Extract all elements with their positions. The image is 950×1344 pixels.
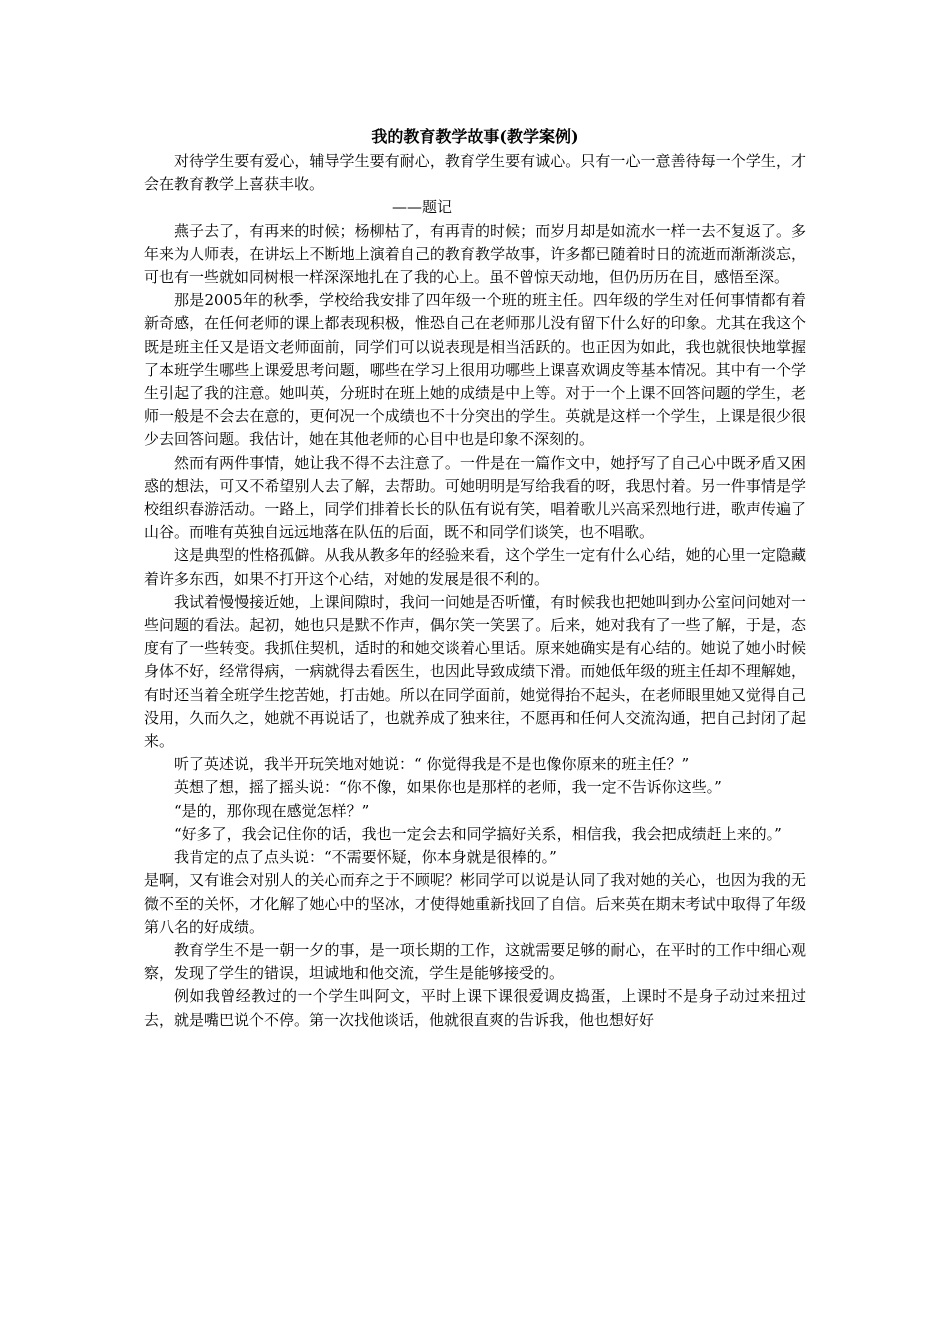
- paragraph: “好多了，我会记住你的话，我也一定会去和同学搞好关系，相信我，我会把成绩赶上来的。”: [174, 824, 782, 843]
- paragraph: 燕子去了，有再来的时候；杨柳枯了，有再青的时候；而岁月却是如流水一样一去不复返了。多年来为人师表，在讲坛上不断地上演着自己的教育教学故事，许多都已随着时日的流逝而渐渐淡忘，可也有一些就如同树根一样深深地扎在了我的心上。虽不曾惊天动地，但仍历历在目，感悟至深。: [144, 221, 806, 287]
- paragraph: 听了英述说，我半开玩笑地对她说：“ 你觉得我是不是也像你原来的班主任？”: [174, 755, 690, 774]
- paragraph: 这是典型的性格孤僻。从我从教多年的经验来看，这个学生一定有什么心结，她的心里一定隐藏着许多东西，如果不打开这个心结，对她的发展是很不利的。: [144, 546, 806, 588]
- paragraph: 我肯定的点了点头说：“不需要怀疑，你本身就是很棒的。”: [174, 848, 557, 867]
- paragraph: 教育学生不是一朝一夕的事，是一项长期的工作，这就需要足够的耐心，在平时的工作中细心观察，发现了学生的错误，坦诚地和他交流，学生是能够接受的。: [144, 940, 806, 983]
- paragraph: 英想了想，摇了摇头说：“你不像，如果你也是那样的老师，我一定不告诉你这些。”: [174, 778, 722, 797]
- document-page: [144, 124, 806, 1032]
- paragraph: “是的，那你现在感觉怎样？”: [174, 801, 370, 820]
- paragraph: 然而有两件事情，她让我不得不去注意了。一件是在一篇作文中，她抒写了自己心中既矛盾又困惑的想法，可又不希望别人去了解，去帮助。可她明明是写给我看的呀，我思忖着。另一件事情是学校组织春游活动。一路上，同学们排着长长的队伍有说有笑，唱着歌儿兴高采烈地行进，歌声传遍了山谷。而唯有英独自远远地落在队伍的后面，既不和同学们谈笑，也不唱歌。: [144, 453, 806, 542]
- document-title: 我的教育教学故事(教学案例): [371, 127, 579, 146]
- paragraph: 那是2005年的秋季，学校给我安排了四年级一个班的班主任。四年级的学生对任何事情都有着新奇感，在任何老师的课上都表现积极，惟恐自己在老师那儿没有留下什么好的印象。尤其在我这个既是班主任又是语文老师面前，同学们可以说表现是相当活跃的。也正因为如此，我也就很快地掌握了本班学生哪些上课爱思考问题，哪些在学习上很用功哪些上课喜欢调皮等基本情况。其中有一个学生引起了我的注意。她叫英，分班时在班上她的成绩是中上等。对于一个上课不回答问题的学生，老师一般是不会去在意的，更何况一个成绩也不十分突出的学生。英就是这样一个学生，上课是很少很少去回答问题。我估计，她在其他老师的心目中也是印象不深刻的。: [144, 291, 806, 449]
- epigraph-signature: ——题记: [392, 198, 453, 217]
- epigraph: 对待学生要有爱心，辅导学生要有耐心，教育学生要有诚心。只有一心一意善待每一个学生，才会在教育教学上喜获丰收。: [144, 152, 806, 194]
- paragraph: 例如我曾经教过的一个学生叫阿文，平时上课下课很爱调皮捣蛋，上课时不是身子动过来扭过去，就是嘴巴说个不停。第一次找他谈话，他就很直爽的告诉我，他也想好好: [144, 987, 806, 1029]
- paragraph-noindent: 是啊，又有谁会对别人的关心而弃之于不顾呢？彬同学可以说是认同了我对她的关心，也因为我的无微不至的关怀，才化解了她心中的坚冰，才使得她重新找回了自信。后来英在期末考试中取得了年级第八名的好成绩。: [144, 871, 806, 936]
- paragraph: 我试着慢慢接近她，上课间隙时，我问一问她是否听懂，有时候我也把她叫到办公室问问她对一些问题的看法。起初，她也只是默不作声，偶尔笑一笑罢了。后来，她对我有了一些了解，于是，态度有了一些转变。我抓住契机，适时的和她交谈着心里话。原来她确实是有心结的。她说了她小时候身体不好，经常得病，一病就得去看医生，也因此导致成绩下滑。而她低年级的班主任却不理解她，有时还当着全班学生挖苦她，打击她。所以在同学面前，她觉得抬不起头，在老师眼里她又觉得自己没用，久而久之，她就不再说话了，也就养成了独来往，不愿再和任何人交流沟通，把自己封闭了起来。: [144, 592, 806, 751]
